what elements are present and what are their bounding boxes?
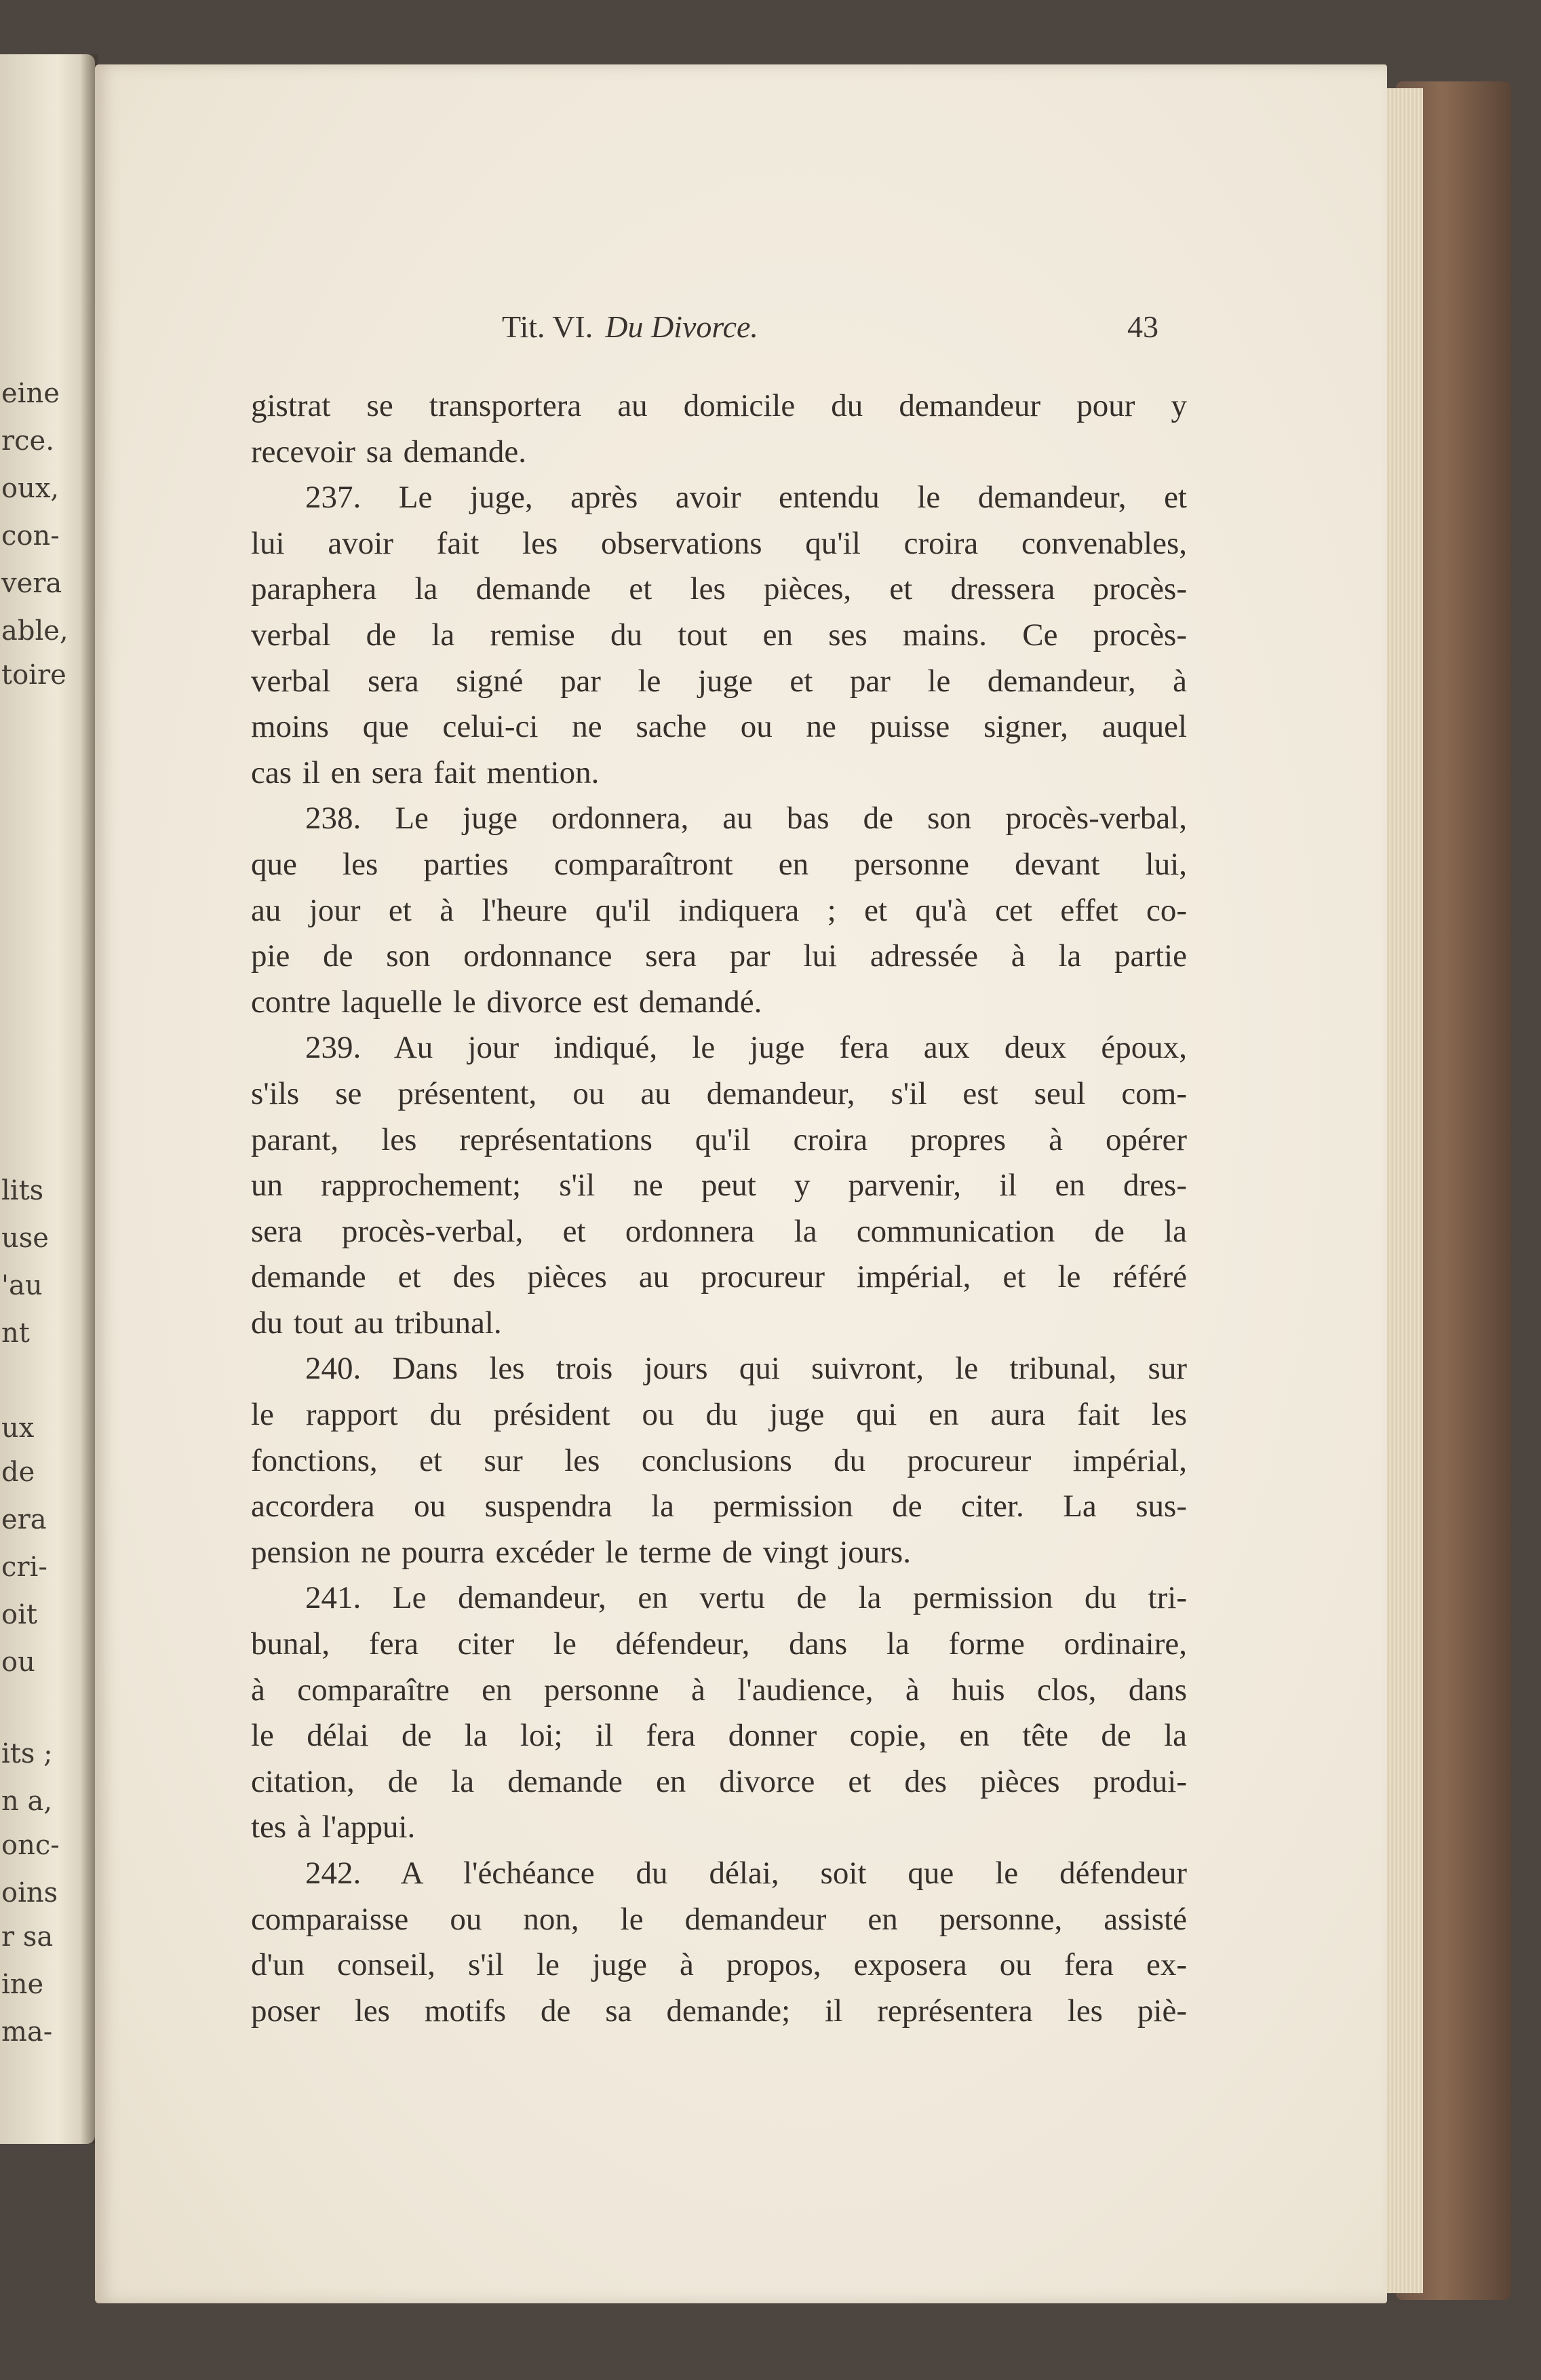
left-page-fragment: onc- — [1, 1830, 60, 1861]
title-section: Tit. VI. — [502, 309, 593, 344]
text-line: pie de son ordonnance sera par lui adressée à la partie — [251, 938, 1187, 974]
text-line: 239. Au jour indiqué, le juge fera aux deux époux, — [305, 1030, 1187, 1066]
text-line: fonctions, et sur les conclusions du procureur impérial, — [251, 1442, 1187, 1478]
text-line: verbal de la remise du tout en ses mains. Ce procès- — [251, 617, 1187, 653]
left-page-fragment: its ; — [1, 1738, 53, 1769]
left-page-fragment: 'au — [1, 1270, 43, 1301]
text-line: 238. Le juge ordonnera, au bas de son procès-verbal, — [305, 801, 1187, 837]
running-head-title — [502, 309, 758, 345]
left-page-fragment: era — [1, 1504, 47, 1535]
text-line: lui avoir fait les observations qu'il croira convenables, — [251, 525, 1187, 561]
page-number: 43 — [1127, 309, 1158, 344]
text-line: s'ils se présentent, ou au demandeur, s'il est seul com- — [251, 1075, 1187, 1111]
left-page-fragment: rce. — [1, 425, 54, 457]
text-line: cas il en sera fait mention. — [251, 754, 600, 790]
left-page-fragment: cri- — [1, 1552, 47, 1583]
text-line: 237. Le juge, après avoir entendu le demandeur, et — [305, 480, 1187, 516]
text-line: que les parties comparaîtront en personne devant lui, — [251, 846, 1187, 882]
text-line: moins que celui-ci ne sache ou ne puisse signer, auquel — [251, 709, 1187, 745]
left-page-fragment: oit — [1, 1599, 37, 1630]
text-line: du tout au tribunal. — [251, 1305, 502, 1341]
text-line: gistrat se transportera au domicile du demandeur pour y — [251, 388, 1187, 423]
text-line: pension ne pourra excéder le terme de vingt jours. — [251, 1534, 911, 1570]
text-line: bunal, fera citer le défendeur, dans la forme ordinaire, — [251, 1626, 1187, 1662]
page-edges — [1382, 88, 1423, 2293]
left-page-fragment: toire — [1, 659, 66, 691]
text-line: sera procès-verbal, et ordonnera la communication de la — [251, 1213, 1187, 1249]
text-line: au jour et à l'heure qu'il indiquera ; et qu'à cet effet co- — [251, 892, 1187, 928]
left-page-fragment: lits — [1, 1175, 44, 1206]
text-line: citation, de la demande en divorce et des pièces produi- — [251, 1763, 1187, 1799]
text-line: recevoir sa demande. — [251, 434, 526, 469]
text-line: tes à l'appui. — [251, 1809, 416, 1845]
left-page-fragment: de — [1, 1457, 35, 1488]
left-page-fragment: n a, — [1, 1786, 53, 1817]
text-line: un rapprochement; s'il ne peut y parvenir, il en dres- — [251, 1168, 1187, 1204]
text-line: le délai de la loi; il fera donner copie, en tête de la — [251, 1718, 1187, 1754]
left-page-fragment: nt — [1, 1318, 30, 1349]
text-line: le rapport du président ou du juge qui en aura fait les — [251, 1397, 1187, 1433]
text-line: 242. A l'échéance du délai, soit que le défendeur — [305, 1856, 1187, 1891]
text-line: parant, les représentations qu'il croira propres à opérer — [251, 1121, 1187, 1157]
left-page-fragment: use — [1, 1223, 49, 1254]
text-line: demande et des pièces au procureur impérial, et le référé — [251, 1259, 1187, 1295]
text-line: 241. Le demandeur, en vertu de la permission du tri- — [305, 1580, 1187, 1616]
text-line: verbal sera signé par le juge et par le demandeur, à — [251, 663, 1187, 699]
running-head — [0, 309, 1541, 349]
title-subject: Du Divorce. — [605, 309, 758, 344]
left-page-fragment: r sa — [1, 1921, 54, 1953]
left-page-fragment: vera — [1, 568, 62, 599]
text-line: accordera ou suspendra la permission de citer. La sus- — [251, 1489, 1187, 1524]
left-page-fragment: ine — [1, 1969, 44, 2000]
text-line: paraphera la demande et les pièces, et dressera procès- — [251, 571, 1187, 607]
left-page-fragment: able, — [1, 615, 69, 647]
left-page-fragment: eine — [1, 378, 60, 409]
body-text — [251, 383, 1187, 2034]
left-page-fragment: ma- — [1, 2016, 53, 2048]
text-line: comparaisse ou non, le demandeur en personne, assisté — [251, 1901, 1187, 1937]
text-line: à comparaître en personne à l'audience, à huis clos, dans — [251, 1672, 1187, 1708]
left-page-fragment: oins — [1, 1877, 58, 1908]
left-page-fragment: con- — [1, 520, 60, 552]
left-page-fragment: ou — [1, 1647, 35, 1678]
text-line: contre laquelle le divorce est demandé. — [251, 984, 762, 1020]
text-line: d'un conseil, s'il le juge à propos, exposera ou fera ex- — [251, 1947, 1187, 1983]
left-page-fragment: ux — [1, 1413, 35, 1444]
text-line: poser les motifs de sa demande; il représentera les piè- — [251, 1993, 1187, 2029]
text-line: 240. Dans les trois jours qui suivront, le tribunal, sur — [305, 1351, 1187, 1387]
left-page-fragment: oux, — [1, 473, 60, 504]
